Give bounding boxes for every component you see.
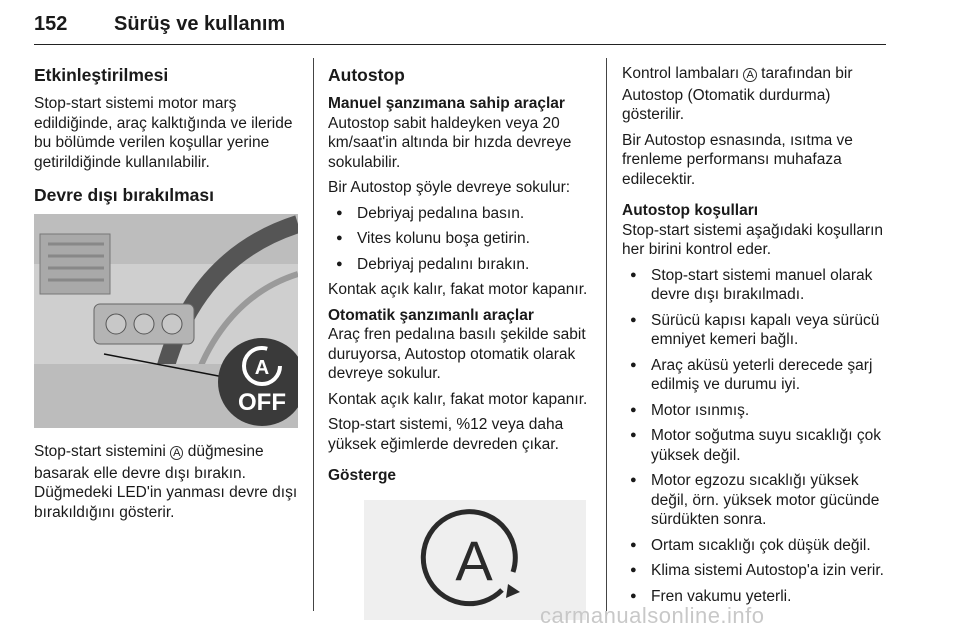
autostop-indicator-figure — [364, 500, 586, 620]
activation-text: Stop-start sistemi motor marş edildiğinde, araç kalktığında ve ileride bu bölümde verilen koşullar yerine getirildiğinde kullanılabilir. — [34, 95, 293, 171]
list-item: ● Fren vakumu yeterli. — [622, 587, 888, 607]
conditions-list — [622, 266, 888, 607]
manual-text: Autostop sabit haldeyken veya 20 km/saat'in altında bir hızda devreye sokulabilir. — [328, 114, 572, 171]
subheading-conditions: Autostop koşulları — [622, 202, 759, 219]
list-item: ● Motor soğutma suyu sıcaklığı çok yüksek değil. — [622, 426, 888, 465]
list-item: ● Stop-start sistemi manuel olarak devre dışı bırakılmadı. — [622, 266, 888, 305]
slope-text: Stop-start sistemi, %12 veya daha yüksek eğimlerde devreden çıkar. — [328, 416, 564, 453]
autostop-off-icon: A — [170, 446, 183, 460]
column-divider — [606, 58, 607, 611]
control-lamp-text-part1: Kontrol lambaları — [622, 65, 740, 82]
column-1 — [34, 64, 298, 528]
list-item: ● Sürücü kapısı kapalı veya sürücü emniyet kemeri bağlı. — [622, 311, 888, 350]
off-button-label: OFF — [238, 389, 286, 416]
list-item: ● Ortam sıcaklığı çok düşük değil. — [622, 536, 888, 556]
deactivation-text-part2: düğmesine basarak elle devre dışı bırakın. Düğmedeki LED'in yanması devre dışı bırakıldığını gösterir. — [34, 443, 298, 521]
list-item: ● Motor egzozu sıcaklığı yüksek değil, örn. yüksek motor gücünde sürdükten sonra. — [622, 471, 888, 530]
manual-result: Kontak açık kalır, fakat motor kapanır. — [328, 281, 588, 298]
list-item: ● Debriyaj pedalını bırakın. — [328, 255, 592, 275]
deactivation-text — [34, 442, 298, 522]
list-item: ● Araç aküsü yeterli derecede şarj edilmiş ve durumu iyi. — [622, 356, 888, 395]
column-divider — [313, 58, 314, 611]
heating-braking-text: Bir Autostop esnasında, ısıtma ve frenleme performansı muhafaza edilecektir. — [622, 131, 853, 188]
heading-autostop: Autostop — [328, 65, 405, 85]
page-number: 152 — [34, 13, 68, 35]
subheading-manual: Manuel şanzımana sahip araçlar — [328, 95, 565, 112]
conditions-intro: Stop-start sistemi aşağıdaki koşulların her birini kontrol eder. — [622, 221, 884, 258]
automatic-result: Kontak açık kalır, fakat motor kapanır. — [328, 390, 588, 408]
heading-activation: Etkinleştirilmesi — [34, 65, 169, 85]
dashboard-photo — [34, 214, 298, 428]
column-2 — [328, 64, 592, 620]
list-item: ● Motor ısınmış. — [622, 401, 888, 421]
page-header — [34, 10, 886, 45]
photo-indicator-letter: A — [254, 357, 270, 379]
activation-intro: Bir Autostop şöyle devreye sokulur: — [328, 179, 571, 196]
manual-steps-list — [328, 204, 592, 275]
list-item: ● Klima sistemi Autostop'a izin verir. — [622, 561, 888, 581]
control-lamp-text-part2: tarafından bir Autostop (Otomatik durdurma) gösterilir. — [622, 65, 853, 123]
list-item: ● Debriyaj pedalına basın. — [328, 204, 592, 224]
subheading-automatic: Otomatik şanzımanlı araçlar — [328, 306, 534, 324]
section-title: Sürüş ve kullanım — [114, 13, 286, 35]
heading-deactivation: Devre dışı bırakılması — [34, 185, 214, 205]
deactivation-text-part1: Stop-start sistemini — [34, 443, 166, 460]
automatic-text: Araç fren pedalına basılı şekilde sabit duruyorsa, Autostop otomatik olarak devreye sokulur. — [328, 326, 586, 382]
list-item: ● Vites kolunu boşa getirin. — [328, 229, 592, 249]
autostop-indicator-icon: A — [455, 528, 493, 592]
control-lamp-text — [622, 64, 888, 125]
autostop-lamp-icon: A — [743, 68, 756, 82]
column-3 — [622, 64, 888, 612]
watermark: carmanualsonline.info — [540, 603, 765, 628]
subheading-indicator: Gösterge — [328, 467, 397, 484]
